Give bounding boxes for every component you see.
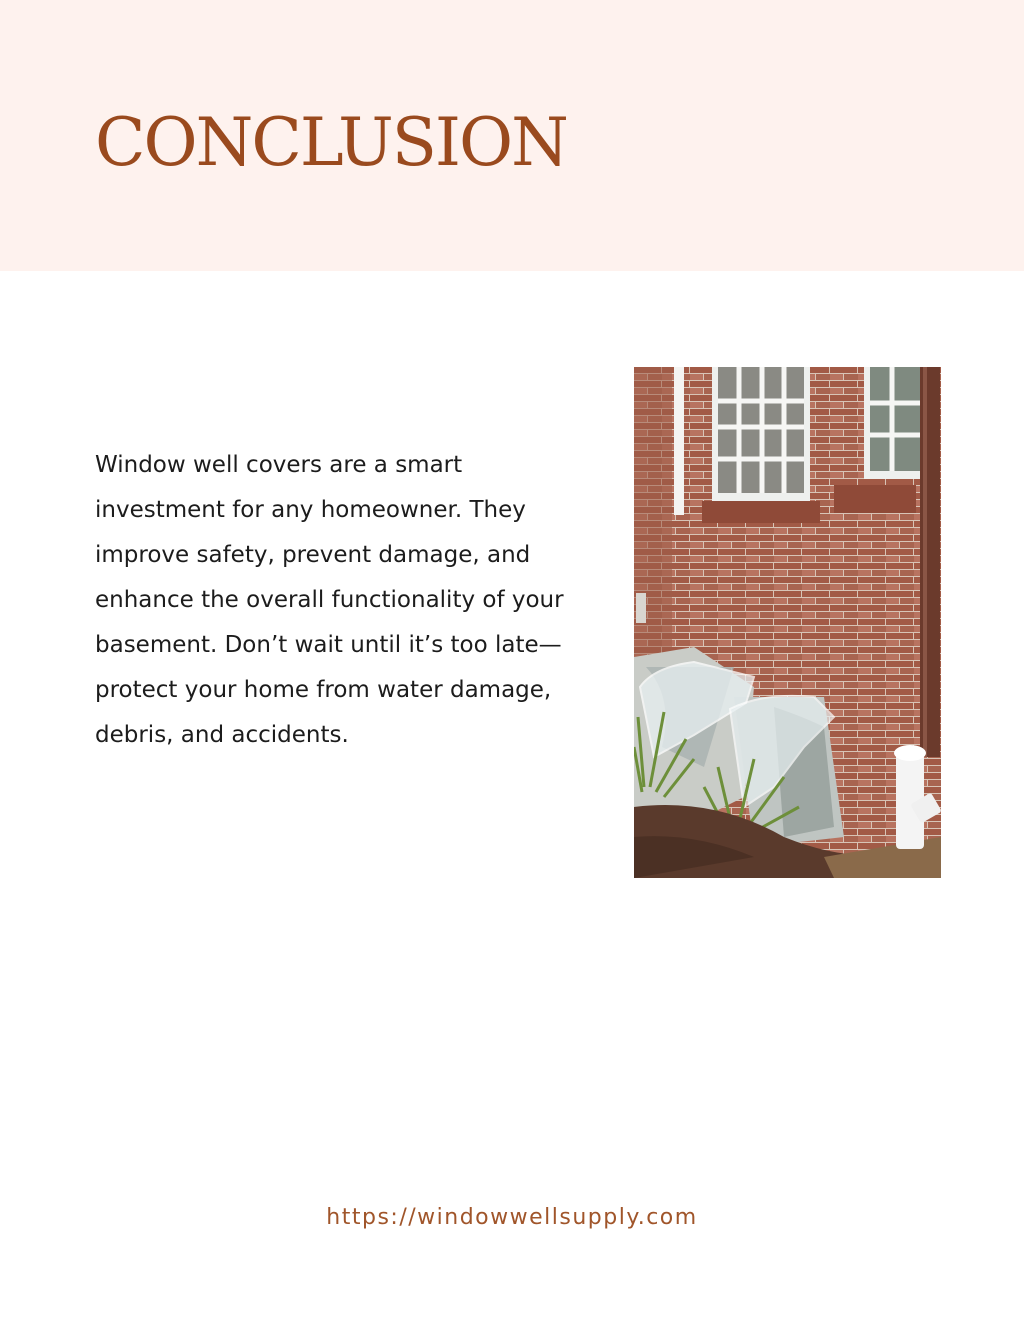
window-well-photo bbox=[634, 367, 941, 878]
conclusion-paragraph: Window well covers are a smart investment for any homeowner. They improve safety, prevent damage, and enhance the overall functionality of your basement. Don’t wait until it’s too late—protect your home from water damage, debris, and accidents. bbox=[95, 452, 564, 748]
website-link[interactable]: https://windowwellsupply.com bbox=[326, 1205, 698, 1230]
page-title: CONCLUSION bbox=[95, 104, 567, 181]
